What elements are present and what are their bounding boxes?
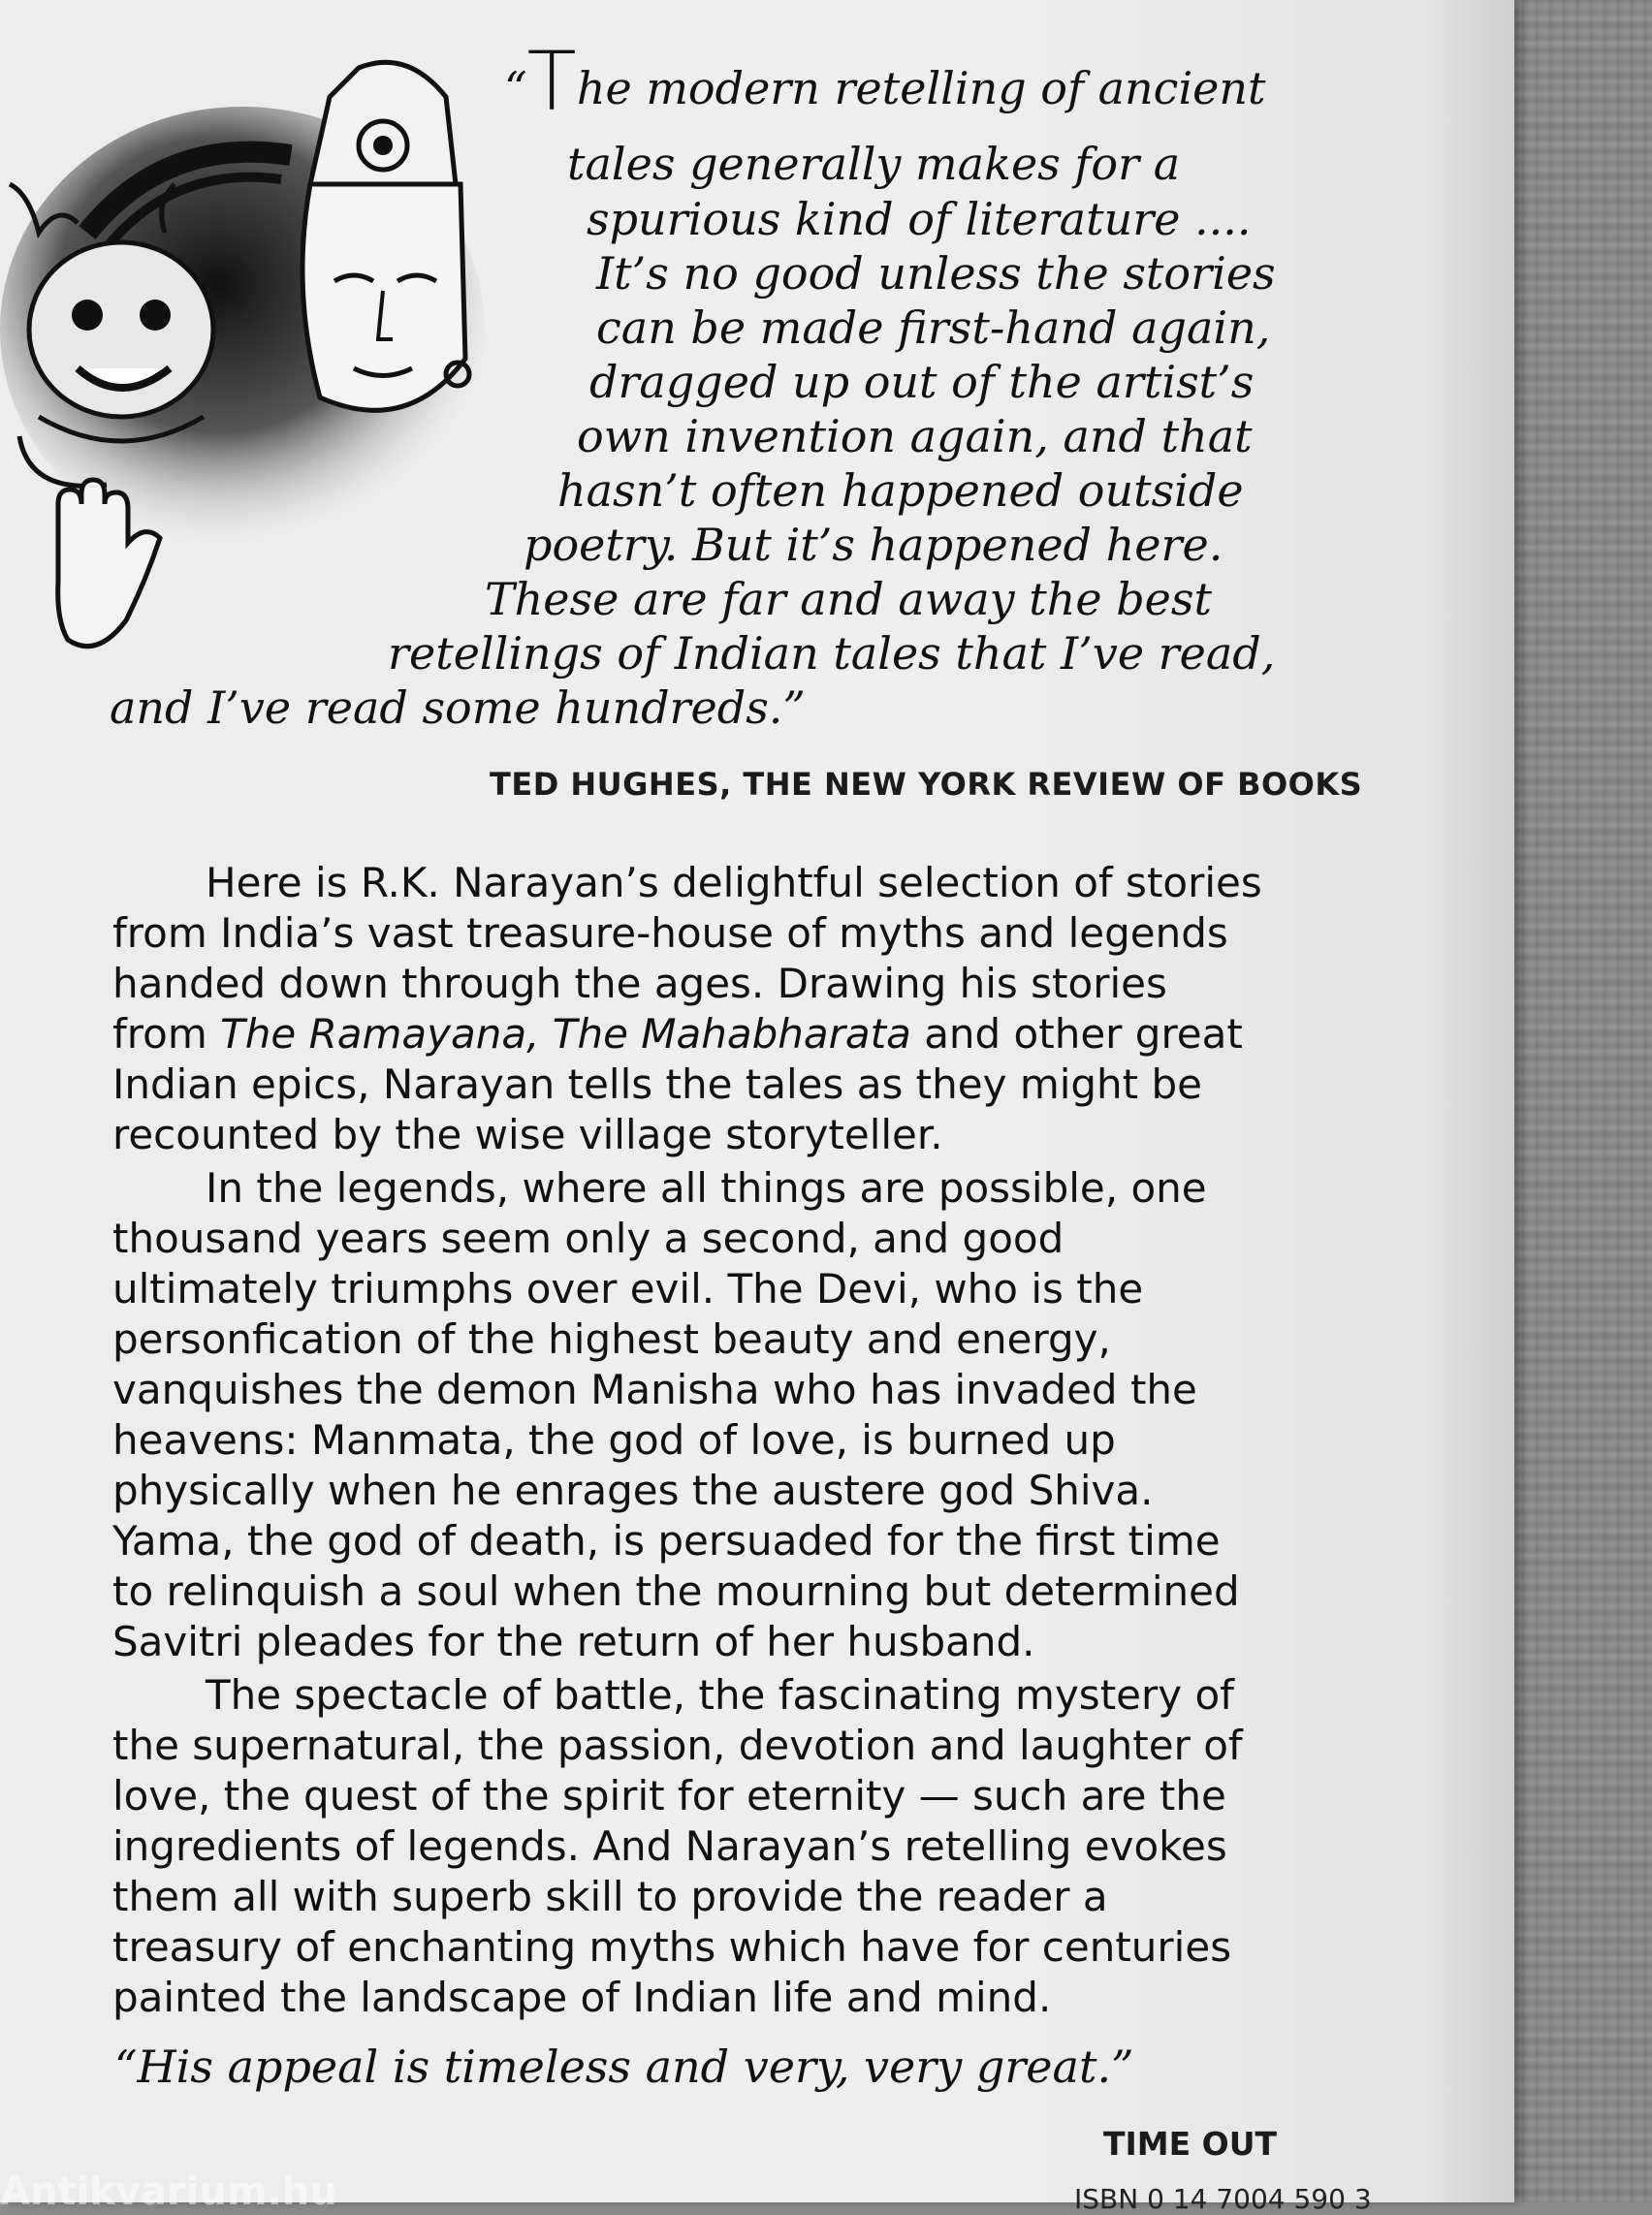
time-out-attribution: TIME OUT — [1103, 2125, 1278, 2163]
quote-attribution: TED HUGHES, THE NEW YORK REVIEW OF BOOKS — [490, 766, 1363, 803]
p2-line-4: personfication of the highest beauty and energy, — [112, 1315, 1111, 1363]
quote-line-9: poetry. But it’s happened here. — [524, 519, 1223, 571]
quote-line-6: dragged up out of the artist’s — [589, 356, 1255, 408]
p1-line-4-rest: and other great — [924, 1010, 1243, 1058]
p3-line-7: painted the landscape of Indian life and mind. — [112, 1974, 1052, 2021]
quote-line-3: spurious kind of literature .... — [587, 193, 1252, 245]
p1-line-1: Here is R.K. Narayan’s delightful selection of stories — [206, 859, 1262, 906]
p3-line-6: treasury of enchanting myths which have for centuries — [112, 1923, 1232, 1971]
p3-line-5: them all with superb skill to provide the reader a — [112, 1873, 1108, 1920]
quote-line-12: and I’ve read some hundreds.” — [110, 681, 806, 734]
quote-line-1: “The modern retelling of ancient — [504, 34, 1266, 129]
quote-line-10: These are far and away the best — [485, 573, 1212, 625]
quote-line-8: hasn’t often happened outside — [557, 464, 1244, 517]
p1-line-4 — [112, 1009, 1243, 1060]
p2-line-1: In the legends, where all things are possible, one — [206, 1164, 1207, 1212]
p2-line-3: ultimately triumphs over evil. The Devi, who is the — [112, 1265, 1144, 1313]
quote-line-11: retellings of Indian tales that I’ve read, — [388, 627, 1276, 680]
quote-line-5: can be made first-hand again, — [596, 301, 1271, 354]
quote-line-1-rest: he modern retelling of ancient — [576, 62, 1266, 114]
p2-line-8: Yama, the god of death, is persuaded for the first time — [112, 1517, 1221, 1565]
p3-line-3: love, the quest of the spirit for eternity — such are the — [112, 1772, 1226, 1819]
isbn-number: ISBN 0 14 7004 590 3 — [1074, 2183, 1372, 2215]
p1-line-2: from India’s vast treasure-house of myths and legends — [112, 909, 1228, 957]
quote-line-7: own invention again, and that — [577, 410, 1253, 462]
p2-line-6: heavens: Manmata, the god of love, is burned up — [112, 1416, 1116, 1464]
p2-line-9: to relinquish a soul when the mourning but determined — [112, 1567, 1240, 1615]
p1-line-4-from: from — [112, 1010, 207, 1058]
p2-line-10: Savitri pleades for the return of her husband. — [112, 1618, 1035, 1665]
p2-line-2: thousand years seem only a second, and good — [112, 1215, 1064, 1262]
quote-line-2: tales generally makes for a — [567, 138, 1181, 190]
p3-line-1: The spectacle of battle, the fascinating mystery of — [206, 1671, 1234, 1719]
antikvarium-watermark: Antikvarium.hu — [0, 2169, 337, 2214]
p1-line-6: recounted by the wise village storyteller. — [112, 1111, 943, 1158]
time-out-quote: “His appeal is timeless and very, very great.” — [114, 2041, 1134, 2093]
p1-line-5: Indian epics, Narayan tells the tales as they might be — [112, 1060, 1202, 1108]
quote-line-4: It’s no good unless the stories — [596, 247, 1276, 300]
p2-line-5: vanquishes the demon Manisha who has invaded the — [112, 1366, 1197, 1413]
epic-titles: The Ramayana, The Mahabharata — [220, 1010, 911, 1058]
p2-line-7: physically when he enrages the austere god Shiva. — [112, 1467, 1154, 1514]
p3-line-4: ingredients of legends. And Narayan’s retelling evokes — [112, 1822, 1227, 1870]
book-spine-background — [1509, 0, 1652, 2202]
p1-line-3: handed down through the ages. Drawing his stories — [112, 960, 1167, 1007]
p3-line-2: the supernatural, the passion, devotion and laughter of — [112, 1722, 1243, 1769]
quote-drop-cap: T — [526, 34, 577, 129]
ted-hughes-quote — [58, 34, 1318, 764]
